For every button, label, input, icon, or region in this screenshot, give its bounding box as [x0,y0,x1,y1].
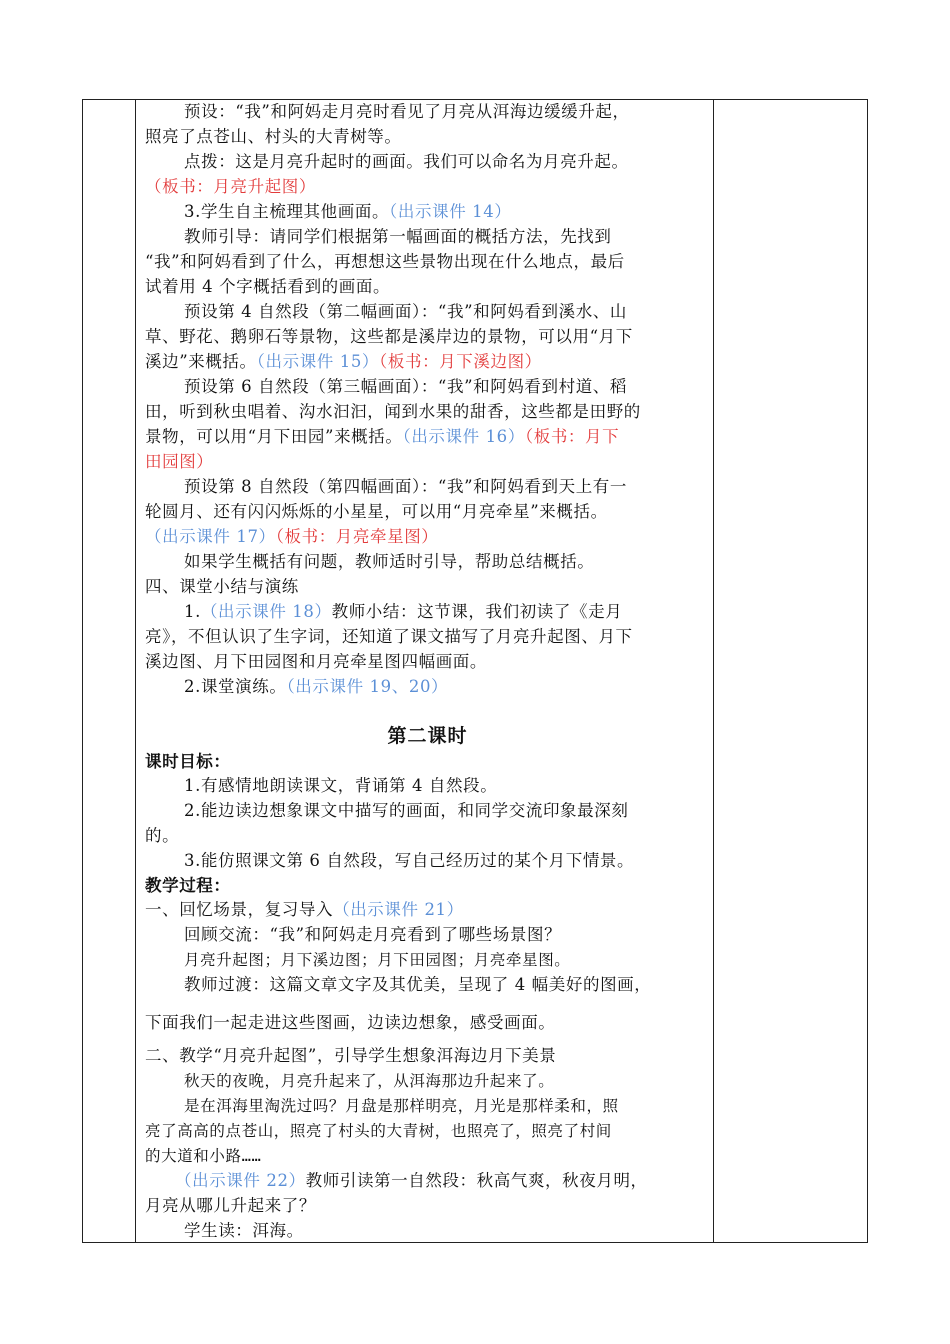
text-line: （出示课件 22）教师引读第一自然段：秋高气爽，秋夜月明， [175,1171,648,1190]
text-line: 教师引导：请同学们根据第一幅画面的概括方法，先找到 [184,227,612,246]
column-divider-right [713,100,714,1242]
text-line: 溪边”来概括。（出示课件 15）（板书：月下溪边图） [145,352,542,371]
section-heading: 四、课堂小结与演练 [145,577,299,596]
courseware-note: （出示课件 15） [256,352,380,371]
text-line: 的大道和小路…… [145,1147,262,1165]
text-line: 2.能边读边想象课文中描写的画面，和同学交流印象最深刻 [184,801,629,820]
text-line: “我”和阿妈看到了什么，再想想这些景物出现在什么地点，最后 [145,252,625,271]
text-line: 轮圆月、还有闪闪烁烁的小星星，可以用“月亮牵星”来概括。 [145,502,608,521]
courseware-note: （出示课件 18） [200,602,332,621]
text-line: 1.（出示课件 18）教师小结：这节课，我们初读了《走月 [184,602,623,621]
text-line: 2.课堂演练。（出示课件 19、20） [184,677,449,696]
text-line: 3.学生自主梳理其他画面。（出示课件 14） [184,202,512,221]
lesson-content [145,99,710,1243]
courseware-note: （出示课件 16） [402,427,525,446]
courseware-note: （出示课件 21） [333,900,464,919]
board-note: （板书：月亮牵星图） [275,527,439,546]
text-line: 学生读：洱海。 [184,1221,304,1240]
text-line: 是在洱海里淘洗过吗？月盘是那样明亮，月光是那样柔和，照 [184,1097,619,1115]
text-line: 月亮从哪儿升起来了？ [145,1196,316,1215]
board-note: （板书：月亮升起图） [145,177,316,196]
text-line: 预设第 6 自然段（第三幅画面）：“我”和阿妈看到村道、稻 [184,377,628,396]
text-line: 预设第 8 自然段（第四幅画面）：“我”和阿妈看到天上有一 [184,477,628,496]
text-line: 月亮升起图；月下溪边图；月下田园图；月亮牵星图。 [184,951,571,969]
text-line: 照亮了点苍山、村头的大青树等。 [145,127,402,146]
goal-heading: 课时目标： [145,752,231,771]
text-line: 溪边图、月下田园图和月亮牵星图四幅画面。 [145,652,487,671]
courseware-note: （出示课件 22） [175,1171,306,1190]
text-line: 预设：“我”和阿妈走月亮时看见了月亮从洱海边缓缓升起， [184,102,630,121]
text-line: 如果学生概括有问题，教师适时引导，帮助总结概括。 [184,552,595,571]
courseware-note: （出示课件 19、20） [286,677,449,696]
text-line: 3.能仿照课文第 6 自然段，写自己经历过的某个月下情景。 [184,851,635,870]
text-line: 下面我们一起走进这些图画，边读边想象，感受画面。 [145,1013,556,1032]
text-line: 草、野花、鹅卵石等景物，这些都是溪岸边的景物，可以用“月下 [145,327,633,346]
board-note: （板书：月下 [524,427,620,446]
process-heading: 教学过程： [145,876,231,895]
text-line: 亮》，不但认识了生字词，还知道了课文描写了月亮升起图、月下 [145,627,633,646]
board-note: 田园图） [145,452,214,471]
text-line: 教师过渡：这篇文章文字及其优美，呈现了 4 幅美好的图画， [184,975,652,994]
text-line [145,527,438,547]
text-line: 秋天的夜晚，月亮升起来了，从洱海那边升起来了。 [184,1072,555,1090]
text-line: 试着用 4 个字概括看到的画面。 [145,277,391,296]
lesson-title: 第二课时 [387,725,468,747]
text-line: 预设第 4 自然段（第二幅画面）：“我”和阿妈看到溪水、山 [184,302,628,321]
text-line: 1.有感情地朗读课文，背诵第 4 自然段。 [184,776,498,795]
column-divider-left [135,100,136,1242]
text-line: 田，听到秋虫唱着、沟水汩汩，闻到水果的甜香，这些都是田野的 [145,402,641,421]
text-line: 回顾交流：“我”和阿妈走月亮看到了哪些场景图？ [184,925,562,944]
text-line: 的。 [145,826,180,845]
text-line: 景物，可以用“月下田园”来概括。（出示课件 16）（板书：月下 [145,427,620,446]
section-heading: 二、教学“月亮升起图”，引导学生想象洱海边月下美景 [145,1046,557,1065]
courseware-note: （出示课件 14） [389,202,512,221]
courseware-note: （出示课件 17） [145,527,276,546]
board-note: （板书：月下溪边图） [379,352,542,371]
text-line: 亮了高高的点苍山，照亮了村头的大青树，也照亮了，照亮了村间 [145,1122,612,1140]
text-line: 点拨：这是月亮升起时的画面。我们可以命名为月亮升起。 [184,152,629,171]
section-heading: 一、回忆场景，复习导入（出示课件 21） [145,900,464,919]
